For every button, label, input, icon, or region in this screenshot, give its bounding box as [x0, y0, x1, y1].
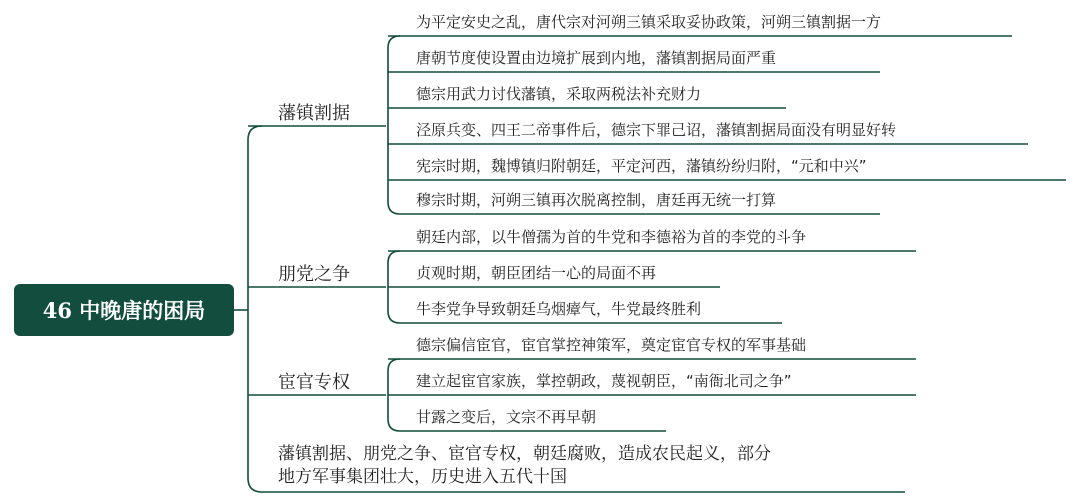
leaf-fanzhen-4: 泾原兵变、四王二帝事件后，德宗下罪己诏，藩镇割据局面没有明显好转: [416, 121, 897, 139]
branch-label-pengdang: 朋党之争: [278, 264, 350, 285]
root-node: [14, 284, 234, 336]
leaf-pengdang-1: 朝廷内部，以牛僧孺为首的牛党和李德裕为首的李党的斗争: [416, 228, 807, 246]
summary-line-2: 地方军事集团壮大，历史进入五代十国: [278, 467, 567, 487]
summary-node: [278, 443, 771, 489]
branch-label-huanguan: 宦官专权: [278, 372, 350, 393]
leaf-huanguan-1: 德宗偏信宦官，宦官掌控神策军，奠定宦官专权的军事基础: [416, 336, 807, 354]
leaf-fanzhen-3: 德宗用武力讨伐藩镇，采取两税法补充财力: [416, 85, 702, 103]
leaf-fanzhen-1: 为平定安史之乱，唐代宗对河朔三镇采取妥协政策，河朔三镇割据一方: [416, 13, 882, 31]
summary-line-1: 藩镇割据、朋党之争、宦官专权，朝廷腐败，造成农民起义，部分: [278, 444, 771, 464]
leaf-pengdang-3: 牛李党争导致朝廷乌烟瘴气，牛党最终胜利: [416, 300, 702, 318]
branch-label-fanzhen: 藩镇割据: [278, 103, 350, 124]
leaf-fanzhen-2: 唐朝节度使设置由边境扩展到内地，藩镇割据局面严重: [416, 49, 777, 67]
leaf-fanzhen-5: 宪宗时期，魏博镇归附朝廷，平定河西，藩镇纷纷归附，“元和中兴”: [416, 157, 867, 175]
leaf-pengdang-2: 贞观时期，朝臣团结一心的局面不再: [416, 264, 657, 282]
leaf-huanguan-3: 甘露之变后，文宗不再早朝: [416, 408, 597, 426]
root-title: 46 中晚唐的困局: [42, 298, 206, 323]
leaf-huanguan-2: 建立起宦官家族，掌控朝政，蔑视朝臣，“南衙北司之争”: [416, 372, 792, 390]
leaf-fanzhen-6: 穆宗时期，河朔三镇再次脱离控制，唐廷再无统一打算: [416, 191, 777, 209]
